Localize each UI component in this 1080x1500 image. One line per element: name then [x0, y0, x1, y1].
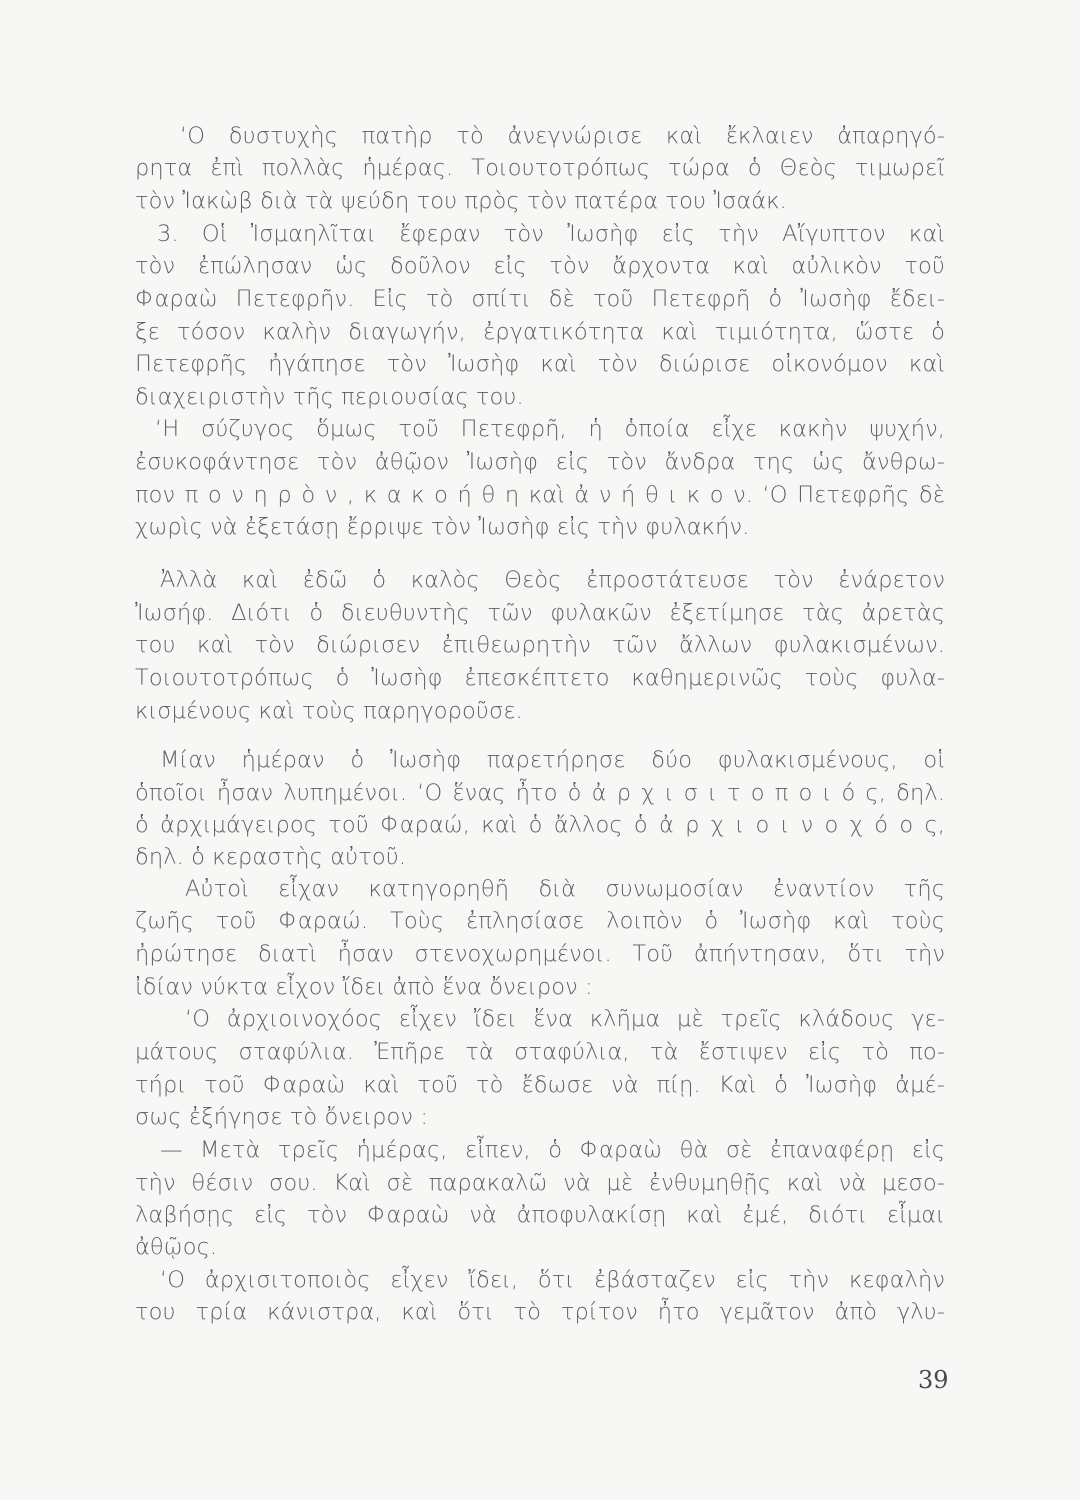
text-line: ‘Η σύζυγος ὅμως τοῦ Πετεφρῆ, ἡ ὁποία εἶχε κακὴν ψυχήν, — [155, 416, 945, 442]
text-line: 3. Οἱ Ἰσμαηλῖται ἔφεραν τὸν Ἰωσὴφ εἰς τὴν Αἴγυπτον καὶ — [157, 221, 945, 247]
text-line: τὴν θέσιν σου. Καὶ σὲ παρακαλῶ νὰ μὲ ἐνθυμηθῇς καὶ νὰ μεσο- — [135, 1170, 945, 1196]
text-line: δηλ. ὁ κεραστὴς αὐτοῦ. — [135, 844, 407, 870]
text-line: πον π ο ν η ρ ὸ ν , κ α κ ο ή θ η καὶ ἀ ν ή θ ι κ ο ν. ‘Ο Πετεφρῆς δὲ — [135, 482, 945, 508]
text-line: ‘Ο δυστυχὴς πατὴρ τὸ ἀνεγνώρισε καὶ ἔκλαιεν ἀπαρηγό- — [180, 123, 945, 149]
text-line: Φαραὼ Πετεφρῆν. Εἰς τὸ σπίτι δὲ τοῦ Πετεφρῆ ὁ Ἰωσὴφ ἔδει- — [135, 286, 945, 312]
page-number: 39 — [918, 1366, 949, 1394]
text-line: του καὶ τὸν διώρισεν ἐπιθεωρητὴν τῶν ἄλλων φυλακισμένων. — [135, 632, 945, 658]
text-line: ὁ ἀρχιμάγειρος τοῦ Φαραώ, καὶ ὁ ἄλλος ὁ ἀ ρ χ ι ο ι ν ο χ ό ο ς, — [135, 812, 945, 838]
text-line: μάτους σταφύλια. Ἐπῆρε τὰ σταφύλια, τὰ ἔστιψεν εἰς τὸ πο- — [135, 1039, 945, 1065]
text-line: σως ἐξήγησε τὸ ὄνειρον : — [135, 1104, 428, 1130]
text-line: ξε τόσον καλὴν διαγωγήν, ἐργατικότητα καὶ τιμιότητα, ὥστε ὁ — [135, 319, 945, 345]
text-line: Ἰωσήφ. Διότι ὁ διευθυντὴς τῶν φυλακῶν ἐξετίμησε τὰς ἀρετὰς — [135, 600, 945, 626]
text-line: — Μετὰ τρεῖς ἡμέρας, εἶπεν, ὁ Φαραὼ θὰ σὲ ἐπαναφέρῃ εἰς — [160, 1137, 945, 1163]
text-line: χωρὶς νὰ ἐξετάσῃ ἔρριψε τὸν Ἰωσὴφ εἰς τὴν φυλακήν. — [135, 514, 750, 540]
text-line: λαβήσῃς εἰς τὸν Φαραὼ νὰ ἀποφυλακίσῃ καὶ ἐμέ, διότι εἶμαι — [135, 1202, 945, 1228]
text-line: τὸν Ἰακὼβ διὰ τὰ ψεύδη του πρὸς τὸν πατέρα του Ἰσαάκ. — [135, 188, 787, 214]
text-line: τήρι τοῦ Φαραὼ καὶ τοῦ τὸ ἔδωσε νὰ πίῃ. Καὶ ὁ Ἰωσὴφ ἀμέ- — [135, 1072, 945, 1098]
text-line: τὸν ἐπώλησαν ὡς δοῦλον εἰς τὸν ἄρχοντα καὶ αὐλικὸν τοῦ — [135, 253, 945, 279]
text-line: ρητα ἐπὶ πολλὰς ἡμέρας. Τοιουτοτρόπως τώρα ὁ Θεὸς τιμωρεῖ — [135, 155, 945, 181]
text-line: Μίαν ἡμέραν ὁ Ἰωσὴφ παρετήρησε δύο φυλακισμένους, οἱ — [160, 747, 945, 773]
text-line: ‘Ο ἀρχισιτοποιὸς εἶχεν ἴδει, ὅτι ἐβάσταζεν εἰς τὴν κεφαλὴν — [160, 1267, 945, 1293]
text-line: ἀθῷος. — [135, 1234, 218, 1260]
text-line: ἐσυκοφάντησε τὸν ἀθῷον Ἰωσὴφ εἰς τὸν ἄνδρα της ὡς ἄνθρω- — [135, 449, 945, 475]
text-line: Τοιουτοτρόπως ὁ Ἰωσὴφ ἐπεσκέπτετο καθημερινῶς τοὺς φυλα- — [135, 665, 945, 691]
text-line: Ἀλλὰ καὶ ἐδῶ ὁ καλὸς Θεὸς ἐπροστάτευσε τὸν ἐνάρετον — [160, 567, 945, 593]
text-line: Πετεφρῆς ἠγάπησε τὸν Ἰωσὴφ καὶ τὸν διώρισε οἰκονόμον καὶ — [135, 351, 945, 377]
text-line: Αὐτοὶ εἶχαν κατηγορηθῆ διὰ συνωμοσίαν ἐναντίον τῆς — [185, 876, 945, 902]
text-line: κισμένους καὶ τοὺς παρηγοροῦσε. — [135, 698, 523, 724]
text-line: του τρία κάνιστρα, καὶ ὅτι τὸ τρίτον ἦτο γεμᾶτον ἀπὸ γλυ- — [135, 1299, 945, 1325]
text-line: ‘Ο ἀρχιοινοχόος εἶχεν ἴδει ἕνα κλῆμα μὲ τρεῖς κλάδους γε- — [185, 1006, 945, 1032]
text-line: ἠρώτησε διατὶ ἦσαν στενοχωρημένοι. Τοῦ ἀπήντησαν, ὅτι τὴν — [135, 941, 945, 967]
text-line: ὁποῖοι ἦσαν λυπημένοι. ‘Ο ἕνας ἦτο ὁ ἀ ρ χ ι σ ι τ ο π ο ι ό ς, δηλ. — [135, 780, 945, 806]
text-line: ἰδίαν νύκτα εἶχον ἴδει ἀπὸ ἕνα ὄνειρον : — [135, 974, 593, 1000]
text-line: ζωῆς τοῦ Φαραώ. Τοὺς ἐπλησίασε λοιπὸν ὁ Ἰωσὴφ καὶ τοὺς — [135, 908, 945, 934]
text-line: διαχειριστὴν τῆς περιουσίας του. — [135, 384, 524, 410]
